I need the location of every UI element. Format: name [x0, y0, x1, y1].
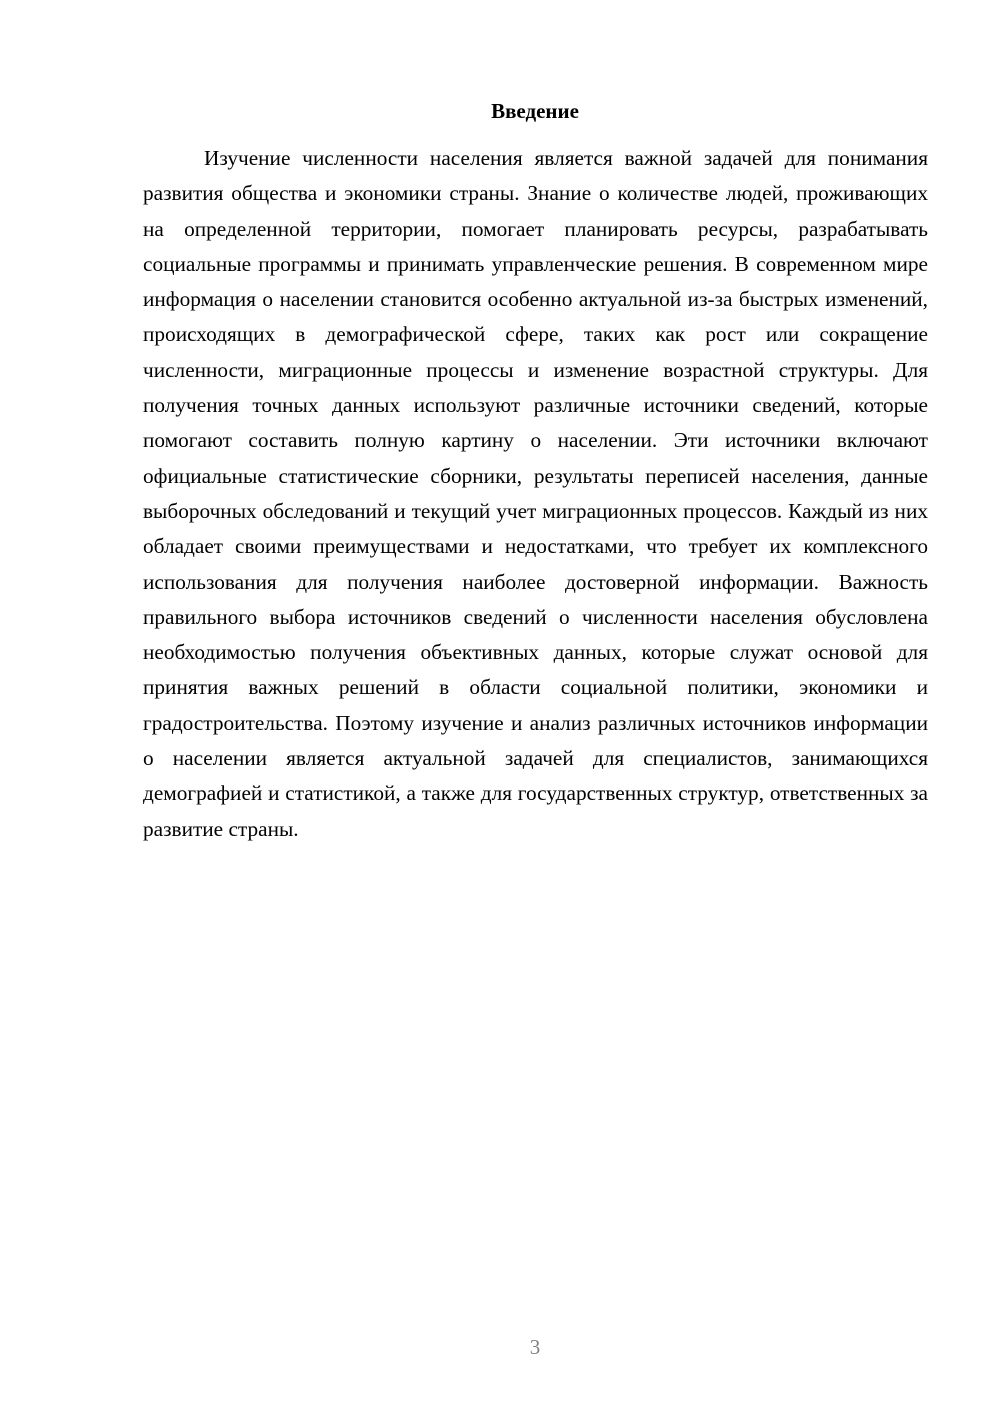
body-paragraph: Изучение численности населения является важной задачей для понимания развития общества и экономики страны. Знание о количестве людей, проживающих на определенной территории, помогает планировать ресурсы, разрабатывать социальные программы и принимать управленческие решения. В современном мире информация о населении становится особенно актуальной из-за быстрых изменений, происходящих в демографической сфере, таких как рост или сокращение численности, миграционные процессы и изменение возрастной структуры. Для получения точных данных используют различные источники сведений, которые помогают составить полную картину о населении. Эти источники включают официальные статистические сборники, результаты переписей населения, данные выборочных обследований и текущий учет миграционных процессов. Каждый из них обладает своими преимуществами и недостатками, что требует их комплексного использования для получения наиболее достоверной информации. Важность правильного выбора источников сведений о численности населения обусловлена необходимостью получения объективных данных, которые служат основой для принятия важных решений в области социальной политики, экономики и градостроительства. Поэтому изучение и анализ различных источников информации о населении является актуальной задачей для специалистов, занимающихся демографией и статистикой, а также для государственных структур, ответственных за развитие страны. — [143, 146, 928, 841]
section-title: Введение — [491, 99, 579, 123]
page-number: 3 — [529, 1335, 541, 1359]
